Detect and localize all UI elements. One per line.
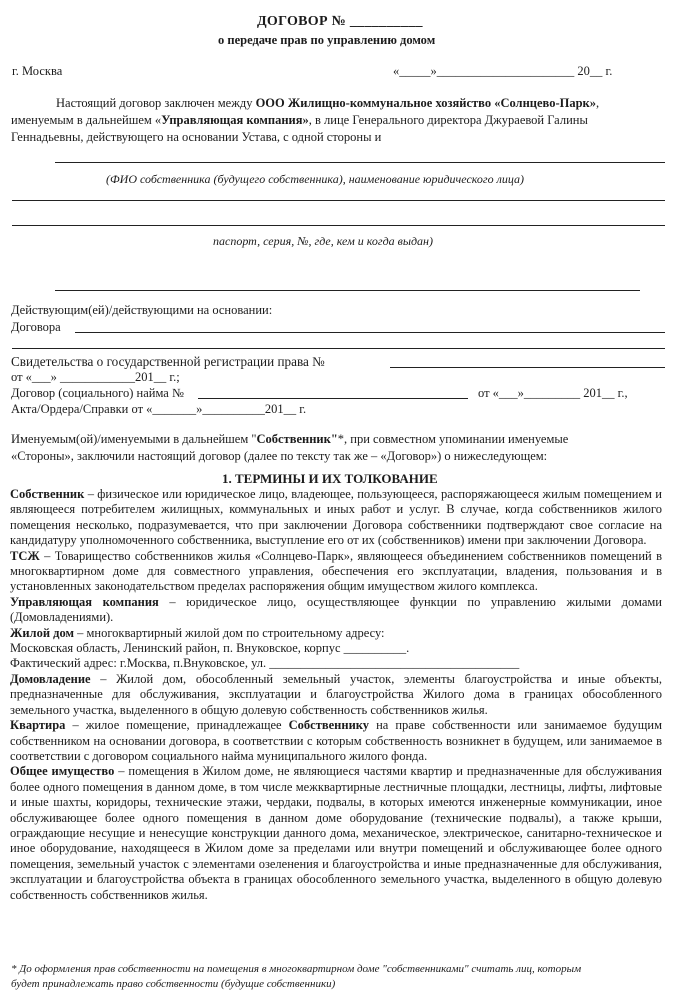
footnote-line-2: будет принадлежать право собственности (будущие собственники) (11, 978, 336, 990)
blank-line-a (12, 348, 665, 349)
term-management-company: Управляющая компания – юридическое лицо, осуществляющее функции по управлению жилыми домами (Домовладениями). (10, 594, 662, 625)
owner-line-3 (12, 225, 665, 226)
parties-line-2: «Стороны», заключили настоящий договор (далее по тексту так же – «Договор») о нижеследующем: (11, 449, 548, 463)
term-household: Домовладение – Жилой дом, обособленный земельный участок, элементы благоустройства и иные объекты, предназначенные для обслуживания, эксплуатации и благоустройства Жилого дома в границах обособленного земельного участка, выделенного в общую долевую собственность собственников жилья. (10, 671, 662, 717)
address-actual: Фактический адрес: г.Москва, п.Внуковское, ул. ________________________________________ (10, 656, 520, 671)
term-apartment: Квартира – жилое помещение, принадлежащее Собственнику на праве собственности или занимаемое будущим собственником на основании договора, в соответствии с которым собственность возникнет в будущем, или занимаемое в соответствии с договором социального найма муниципального жилого фонда. (10, 718, 662, 763)
title-text: ДОГОВОР № (257, 14, 347, 29)
passport-caption: паспорт, серия, №, где, кем и когда выдан) (213, 234, 434, 248)
social-contract-label: Договор (социального) найма № (11, 386, 184, 400)
acting-basis: Действующим(ей)/действующими на основании: (11, 303, 273, 317)
contract-date: «_____»______________________ 20__ г. (393, 64, 613, 78)
owner-term: Собственник" (256, 432, 338, 446)
certificate-date: от «___» ____________201__ г.; (11, 370, 180, 384)
address-construction: Московская область, Ленинский район, п. Внуковское, корпус __________. (10, 641, 410, 656)
term-residential-house: Жилой дом – многоквартирный жилой дом по строительному адресу: (10, 625, 385, 640)
intro-line-1: Настоящий договор заключен между ООО Жилищно-коммунальное хозяйство «Солнцево-Парк», (56, 96, 600, 110)
owner-line-2 (12, 200, 665, 201)
social-contract-date: от «___»_________ 201__ г., (478, 386, 628, 400)
term-common-property: Общее имущество – помещения в Жилом доме, не являющиеся частями квартир и предназначенные для обслуживания более одного помещения в данном доме, в том числе межквартирные лестничные площадки, лестницы, лифты, лифтовые и иные шахты, коридоры, технические этажи, чердаки, подвалы, в которых имеются инженерные коммуникации, иное обслуживающее более одного помещения в данном доме оборудование (технические подвалы), а также крыши, ограждающие несущие и ненесущие конструкции данного дома, механическое, электрическое, санитарно-техническое и иное оборудование, находящееся в Жилом доме за пределами или внутри помещений и обслуживающее более одного помещения, земельный участок с элементами озеленения и благоустройства и иные предназначенные для обслуживания, эксплуатации и благоустройства объекта в границах обособленного земельного участка, выделенного в общую долевую собственность собственников жилья. (10, 764, 662, 902)
term-tszh: ТСЖ – Товарищество собственников жилья «Солнцево-Парк», являющееся объединением собственников помещений в многоквартирном доме для совместного управления, обеспечения его эксплуатации, владения, пользования и в установленных законодательством пределах распоряжения общим имуществом жилого комплекса. (10, 548, 662, 594)
contract-basis-line (75, 332, 665, 333)
term-owner: Собственник – физическое или юридическое лицо, владеющее, пользующееся, распоряжающееся жилым помещением и являющееся потребителем жилищных, коммунальных и иных работ и услуг. В случае, когда собственников жилого помещения несколько, подразумевается, что при заключении Договора собственники подтверждают свое согласие на кандидатуру уполномоченного собственника, выступление его от их (собственников) имени при заключении Договора. (10, 487, 662, 548)
owner-line-4 (55, 290, 640, 291)
section-1-heading: 1. ТЕРМИНЫ И ИХ ТОЛКОВАНИЕ (222, 471, 438, 486)
company-name: ООО Жилищно-коммунальное хозяйство «Солнцево-Парк» (255, 96, 596, 110)
contract-subtitle: о передаче прав по управлению домом (218, 33, 436, 47)
certificate-label: Свидетельства о государственной регистрации права № (11, 354, 325, 369)
owner-caption: (ФИО собственника (будущего собственника), наименование юридического лица) (106, 172, 524, 186)
management-company-term: Управляющая компания» (161, 113, 309, 127)
owner-name-line (55, 162, 665, 163)
footnote-line-1: * До оформления прав собственности на помещения в многоквартирном доме "собственниками" считать лиц, которым (11, 963, 582, 975)
city: г. Москва (12, 64, 63, 78)
certificate-line (390, 367, 665, 368)
contract-title (257, 14, 423, 30)
section-1-body (10, 487, 662, 903)
contract-basis-label: Договора (11, 320, 61, 334)
parties-line-1: Именуемым(ой)/именуемыми в дальнейшем "Собственник"*, при совместном упоминании именуемые (11, 432, 569, 446)
social-contract-line (198, 398, 468, 399)
intro-line-2: именуемым в дальнейшем «Управляющая компания», в лице Генерального директора Джураевой Галины (11, 113, 588, 127)
title-number-blank: __________ (349, 14, 423, 29)
act-label: Акта/Ордера/Справки от «_______»__________201__ г. (11, 402, 307, 416)
intro-line-3: Геннадьевны, действующего на основании Устава, с одной стороны и (11, 130, 382, 144)
